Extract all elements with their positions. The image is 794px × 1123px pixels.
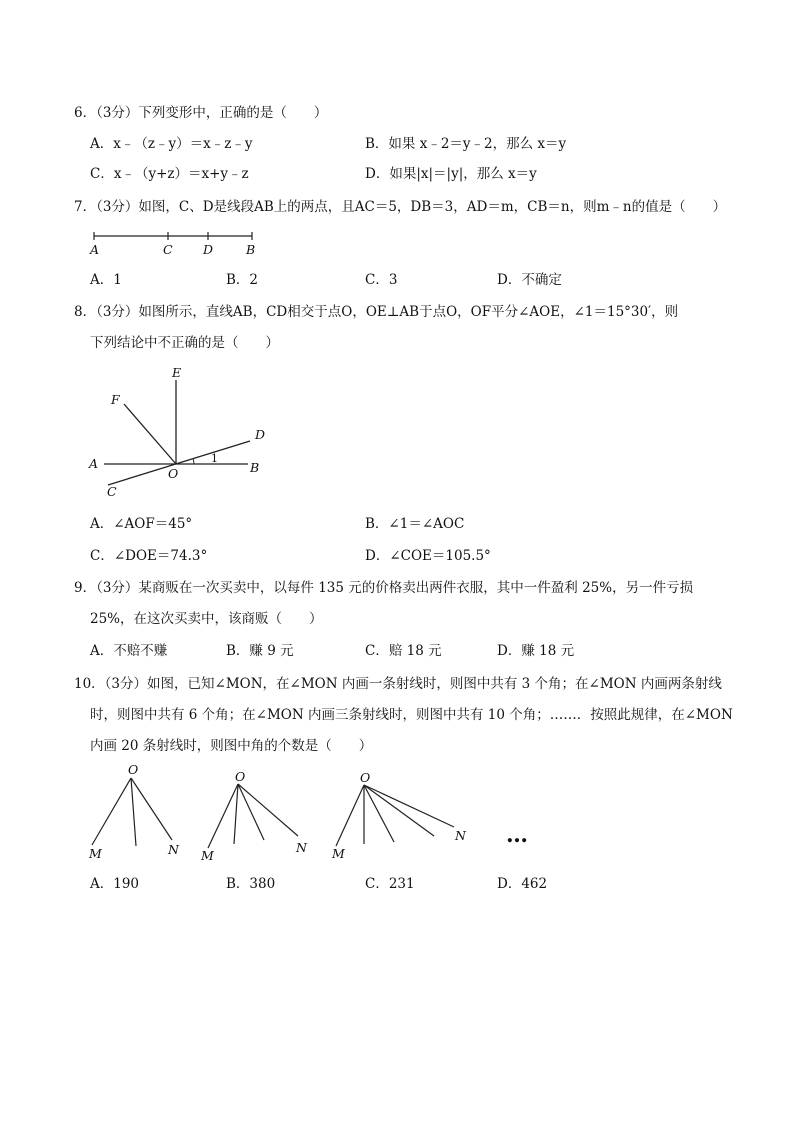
label-d: D <box>255 427 266 442</box>
q9-option-b: B．赚 9 元 <box>226 643 294 659</box>
ray-inner <box>131 778 136 846</box>
q7-stem: 7．（3分）如图，C、D是线段AB上的两点，且AC＝5，DB＝3，AD＝m，CB＝n，则m﹣n的值是（ ） <box>74 199 727 215</box>
label-n: N <box>168 842 179 857</box>
ray-on <box>238 784 298 836</box>
q10-stem-line2: 时，则图中共有 6 个角；在∠MON 内画三条射线时，则图中共有 10 个角；……．按照此规律，在∠MON <box>90 707 733 723</box>
q10-rays-figure <box>84 762 544 866</box>
q7-option-c: C．3 <box>365 272 398 288</box>
label-o: O <box>360 770 371 785</box>
label-m: M <box>89 846 102 861</box>
q9-option-a: A．不赔不赚 <box>90 643 168 659</box>
rays-diagram-3 <box>331 770 467 861</box>
ray-om <box>208 784 238 848</box>
q9-option-c: C．赔 18 元 <box>365 643 442 659</box>
q6-option-b: B．如果 x﹣2＝y﹣2，那么 x＝y <box>365 136 567 152</box>
q9-option-d: D．赚 18 元 <box>497 643 575 659</box>
rays-diagram-2 <box>200 769 308 863</box>
label-f: F <box>111 392 120 407</box>
q9-stem-line1: 9．（3分）某商贩在一次买卖中，以每件 135 元的价格卖出两件衣服，其中一件盈利 25%，另一件亏损 <box>74 580 694 596</box>
q10-stem-line1: 10．（3分）如图，已知∠MON，在∠MON 内画一条射线时，则图中共有 3 个角；在∠MON 内画两条射线 <box>74 676 722 692</box>
label-m: M <box>332 846 345 861</box>
q10-option-c: C．231 <box>365 876 415 892</box>
label-a: A <box>90 242 100 257</box>
q8-stem-line2: 下列结论中不正确的是（ ） <box>90 335 279 351</box>
q6-option-d: D．如果|x|＝|y|，那么 x＝y <box>365 166 537 182</box>
ray-inner <box>364 785 394 842</box>
q8-option-b: B．∠1＝∠AOC <box>365 516 465 532</box>
label-o: O <box>128 762 139 777</box>
q7-segment-figure <box>84 226 274 258</box>
q7-option-a: A．1 <box>90 272 122 288</box>
label-angle-1: 1 <box>211 452 218 465</box>
q6-stem: 6．（3分）下列变形中，正确的是（ ） <box>74 105 328 121</box>
q8-angle-figure <box>84 364 284 504</box>
label-n: N <box>296 840 307 855</box>
label-e: E <box>172 365 182 380</box>
ellipsis: … <box>506 822 528 848</box>
ray-inner <box>234 784 238 844</box>
label-o: O <box>235 769 246 784</box>
ray-om <box>336 785 364 846</box>
label-c: C <box>107 484 117 499</box>
ray-inner <box>364 785 434 836</box>
label-d: D <box>203 242 214 257</box>
ray-om <box>92 778 131 845</box>
ray-of <box>124 404 176 464</box>
label-m: M <box>201 848 214 863</box>
angle-1-arc <box>193 459 194 465</box>
label-b: B <box>250 460 260 475</box>
line-cd <box>108 441 250 485</box>
q10-option-a: A．190 <box>90 876 140 892</box>
q9-stem-line2: 25%，在这次买卖中，该商贩（ ） <box>90 611 323 627</box>
q8-option-c: C．∠DOE＝74.3° <box>90 548 208 564</box>
label-c: C <box>163 242 173 257</box>
q6-option-c: C．x﹣（y+z）＝x+y﹣z <box>90 166 249 182</box>
q8-option-a: A．∠AOF＝45° <box>90 516 193 532</box>
q10-option-d: D．462 <box>497 876 548 892</box>
q8-stem-line1: 8．（3分）如图所示，直线AB，CD相交于点O，OE⊥AB于点O，OF平分∠AOE，∠1＝15°30′，则 <box>74 304 679 320</box>
label-b: B <box>246 242 256 257</box>
q10-option-b: B．380 <box>226 876 276 892</box>
label-n: N <box>455 828 466 843</box>
ray-on <box>364 785 454 827</box>
q6-option-a: A．x﹣（z﹣y）＝x﹣z﹣y <box>90 136 253 152</box>
ray-inner <box>238 784 264 840</box>
q8-option-d: D．∠COE＝105.5° <box>365 548 491 564</box>
label-o: O <box>168 466 179 481</box>
q7-option-d: D．不确定 <box>497 272 562 288</box>
q7-option-b: B．2 <box>226 272 259 288</box>
rays-diagram-1 <box>88 762 180 861</box>
ray-on <box>131 778 172 840</box>
label-a: A <box>89 456 99 471</box>
q10-stem-line3: 内画 20 条射线时，则图中角的个数是（ ） <box>90 738 373 754</box>
